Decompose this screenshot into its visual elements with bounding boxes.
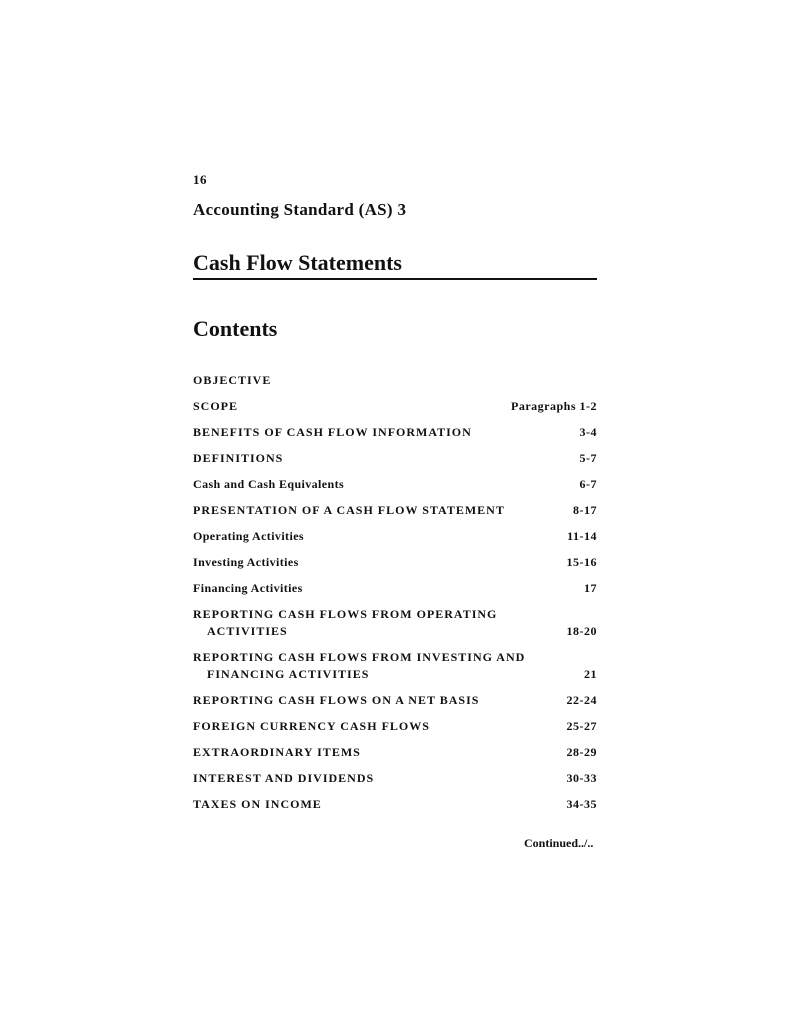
toc-pages: 30-33 <box>566 771 597 785</box>
title-rule <box>193 278 597 280</box>
page-number: 16 <box>193 172 207 187</box>
toc-pages: 15-16 <box>566 555 597 569</box>
standard-title: Accounting Standard (AS) 3 <box>193 200 407 219</box>
toc-label: INTEREST AND DIVIDENDS <box>193 771 375 785</box>
toc-entry-net-basis <box>193 692 597 709</box>
toc-entry-interest-dividends <box>193 770 597 787</box>
toc-label: Operating Activities <box>193 529 304 543</box>
table-of-contents <box>193 372 597 822</box>
toc-label: DEFINITIONS <box>193 451 284 465</box>
toc-pages: 3-4 <box>579 425 597 439</box>
toc-pages: 21 <box>584 667 597 681</box>
toc-label: BENEFITS OF CASH FLOW INFORMATION <box>193 425 472 439</box>
toc-entry-reporting-operating <box>193 606 597 640</box>
toc-label: PRESENTATION OF A CASH FLOW STATEMENT <box>193 503 505 517</box>
toc-label: REPORTING CASH FLOWS ON A NET BASIS <box>193 693 480 707</box>
continued-note: Continued../.. <box>524 836 594 850</box>
toc-label: SCOPE <box>193 399 239 413</box>
toc-entry-operating <box>193 528 597 545</box>
toc-label: TAXES ON INCOME <box>193 797 322 811</box>
toc-pages: 25-27 <box>566 719 597 733</box>
toc-pages: 28-29 <box>566 745 597 759</box>
toc-entry-definitions <box>193 450 597 467</box>
toc-entry-foreign-currency <box>193 718 597 735</box>
toc-entry-financing <box>193 580 597 597</box>
toc-entry-reporting-investing <box>193 649 597 683</box>
toc-label: Financing Activities <box>193 581 303 595</box>
toc-pages: 6-7 <box>579 477 597 491</box>
toc-label: OBJECTIVE <box>193 373 272 387</box>
toc-pages: 34-35 <box>566 797 597 811</box>
toc-pages: 17 <box>584 581 597 595</box>
toc-label: Cash and Cash Equivalents <box>193 477 345 491</box>
toc-label-continuation: ACTIVITIES <box>207 624 288 638</box>
toc-pages: 22-24 <box>566 693 597 707</box>
toc-entry-benefits <box>193 424 597 441</box>
toc-label: FOREIGN CURRENCY CASH FLOWS <box>193 719 430 733</box>
toc-entry-presentation <box>193 502 597 519</box>
toc-pages: Paragraphs 1-2 <box>511 399 597 413</box>
toc-label: REPORTING CASH FLOWS FROM OPERATING <box>193 607 498 621</box>
toc-label: Investing Activities <box>193 555 299 569</box>
toc-label-continuation: FINANCING ACTIVITIES <box>207 667 370 681</box>
toc-entry-cash-equivalents <box>193 476 597 493</box>
toc-pages: 18-20 <box>566 624 597 638</box>
toc-pages: 5-7 <box>579 451 597 465</box>
toc-entry-investing <box>193 554 597 571</box>
toc-pages: 8-17 <box>573 503 597 517</box>
toc-entry-scope <box>193 398 597 415</box>
toc-label: EXTRAORDINARY ITEMS <box>193 745 361 759</box>
toc-entry-extraordinary <box>193 744 597 761</box>
contents-heading: Contents <box>193 316 278 341</box>
toc-entry-taxes <box>193 796 597 813</box>
toc-label: REPORTING CASH FLOWS FROM INVESTING AND <box>193 650 526 664</box>
toc-pages: 11-14 <box>567 529 597 543</box>
document-title: Cash Flow Statements <box>193 250 402 275</box>
toc-entry-objective <box>193 372 597 389</box>
